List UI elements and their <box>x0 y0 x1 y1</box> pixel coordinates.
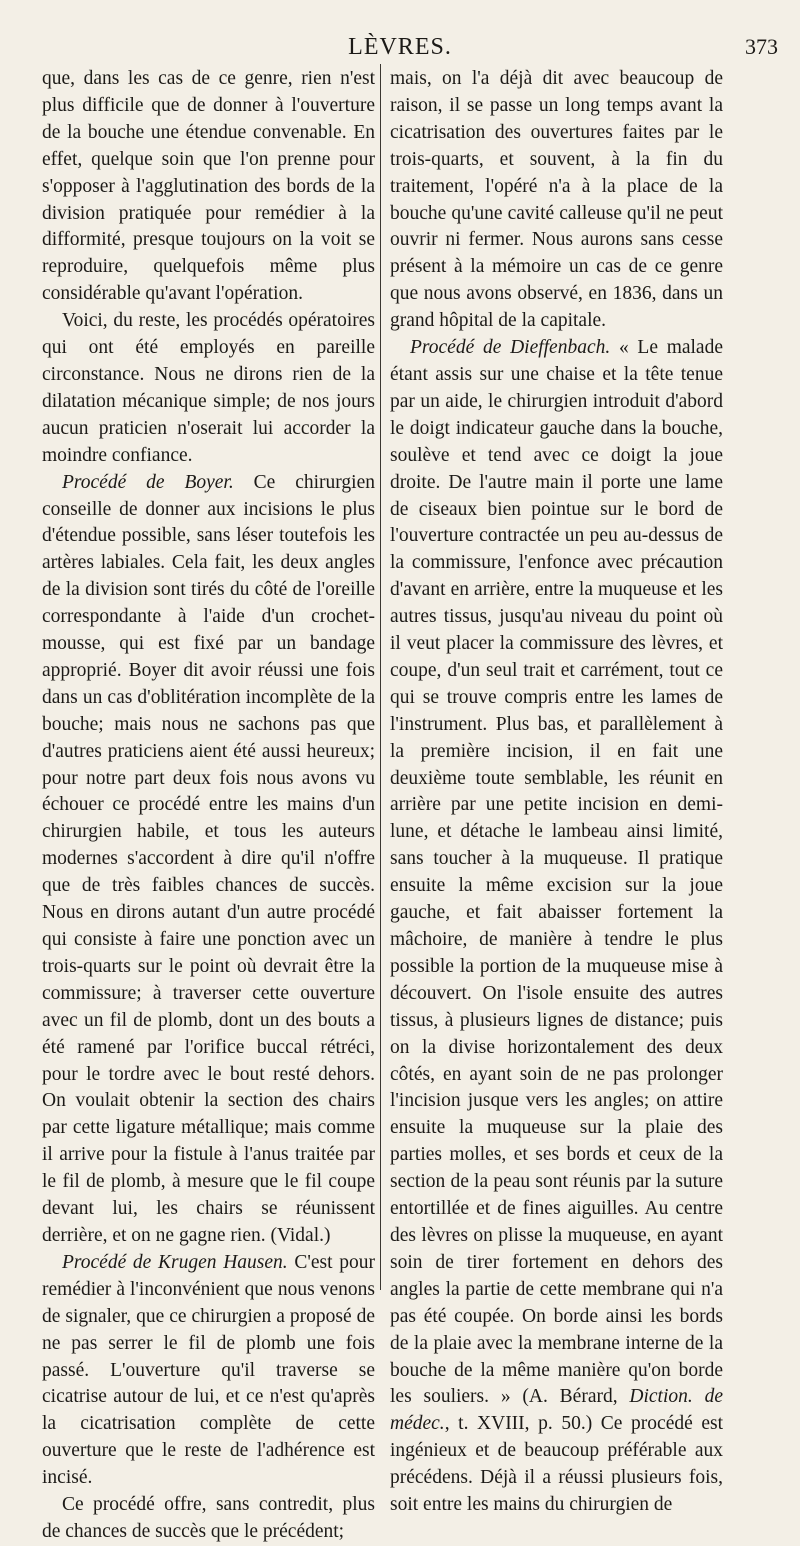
page-header <box>0 34 800 66</box>
section-heading: Procédé de Boyer. <box>62 471 234 493</box>
paragraph: Ce procédé offre, sans contredit, plus de chances de succès que le précédent; <box>42 1494 375 1542</box>
paragraph: mais, on l'a déjà dit avec beaucoup de raison, il se passe un long temps avant la cicatrisation des ouvertures faites par le trois-quarts, et souvent, à la fin du traitement, l'opéré n'a à la place de la bouche qu'une cavité calleuse qu'il ne peut ouvrir ni fermer. Nous aurons sans cesse présent à la mémoire un cas de ce genre que nous avons observé, en 1836, dans un grand hôpital de la capitale. <box>390 68 723 332</box>
running-title: LÈVRES. <box>348 34 452 60</box>
paragraph <box>390 335 723 1519</box>
section-heading: Procédé de Krugen Hausen. <box>62 1251 288 1273</box>
paragraph-text: Ce chirurgien conseille de donner aux incisions le plus d'étendue possible, sans léser toutefois les artères labiales. Cela fait, les deux angles de la division sont tirés du côté de l'oreille correspondante à l'aide d'un crochet-mousse, qui est fixé par un bandage approprié. Boyer dit avoir réussi une fois dans un cas d'oblitération incomplète de la bouche; mais nous ne sachons pas que d'autres praticiens aient été aussi heureux; pour notre part deux fois nous avons vu échouer ce procédé entre les mains d'un chirurgien habile, et tous les auteurs modernes s'accordent à dire qu'il n'offre que de très faibles chances de succès. Nous en dirons autant d'un autre procédé qui consiste à faire une ponction avec un trois-quarts sur le point où devrait être la commissure; à traverser cette ouverture avec un fil de plomb, dont un des bouts a été ramené par l'orifice buccal rétréci, pour le tordre avec le bout resté dehors. On voulait obtenir la section des chairs par cette ligature métallique; mais comme il arrive pour la fistule à l'anus traitée par le fil de plomb, à mesure que le fil coupe devant lui, les chairs se réunissent derrière, et on ne gagne rien. (Vidal.) <box>42 471 375 1246</box>
left-column <box>42 66 375 1546</box>
section-heading: Procédé de Dieffenbach. <box>410 337 611 359</box>
paragraph: que, dans les cas de ce genre, rien n'est plus difficile que de donner à l'ouverture de la bouche une étendue convenable. En effet, quelque soin que l'on prenne pour s'opposer à l'agglutination des bords de la division pratiquée pour remédier à la difformité, presque toujours on la voit se reproduire, quelquefois même plus considérable qu'avant l'opération. <box>42 68 375 305</box>
column-divider <box>380 64 381 1290</box>
paragraph: Voici, du reste, les procédés opératoires qui ont été employés en pareille circonstance. Nous ne dirons rien de la dilatation mécanique simple; de nos jours aucun praticien n'oserait lui accorder la moindre confiance. <box>42 310 375 466</box>
citation-title: Diction. de médec. <box>390 1386 723 1435</box>
paragraph-text: , t. XVIII, p. 50.) Ce procédé est ingénieux et de beaucoup préférable aux précédens. Déjà il a réussi plusieurs fois, soit entre les mains du chirurgien de <box>390 1413 723 1516</box>
page-number: 373 <box>745 34 778 59</box>
paragraph-text: « Le malade étant assis sur une chaise et la tête tenue par un aide, le chirurgien introduit d'abord le doigt indicateur gauche dans la bouche, soulève et tend avec ce doigt la joue droite. De l'autre main il porte une lame de ciseaux bien pointue sur le bord de l'ouverture contractée un peu au-dessus de la commissure, l'enfonce avec précaution d'avant en arrière, entre la muqueuse et les autres tissus, jusqu'au niveau du point où il veut placer la commissure des lèvres, et coupe, d'un seul trait et carrément, tout ce qui se trouve compris entre les lames de l'instrument. Plus bas, et parallèlement à la première incision, il en fait une deuxième toute semblable, les réunit en arrière par une petite incision en demi-lune, et détache le lambeau ainsi limité, sans toucher à la muqueuse. Il pratique ensuite la même excision sur la joue gauche, et fait abaisser fortement la mâchoire, de manière à tendre le plus possible la portion de la muqueuse mise à découvert. On l'isole ensuite des autres tissus, à plusieurs lignes de distance; puis on la divise horizontalement des deux côtés, en ayant soin de ne pas prolonger l'incision jusque vers les angles; on attire ensuite la muqueuse sur la plaie des parties molles, et ses bords et ceux de la section de la peau sont réunis par la suture entortillée et de fines aiguilles. Au centre des lèvres on plisse la muqueuse, en ayant soin de tirer fortement en dehors des angles la partie de cette membrane qui n'a pas été coupée. On borde ainsi les bords de la plaie avec la membrane interne de la bouche de la même manière qu'on borde les souliers. » (A. Bérard, <box>390 337 723 1408</box>
paragraph <box>42 470 375 1250</box>
paragraph <box>42 1250 375 1492</box>
paragraph-text: C'est pour remédier à l'inconvénient que nous venons de signaler, que ce chirurgien a proposé de ne pas serrer le fil de plomb une fois passé. L'ouverture qu'il traverse se cicatrise autour de lui, et ce n'est qu'après la cicatrisation complète de cette ouverture que le reste de l'adhérence est incisé. <box>42 1251 375 1489</box>
right-column <box>390 66 723 1519</box>
